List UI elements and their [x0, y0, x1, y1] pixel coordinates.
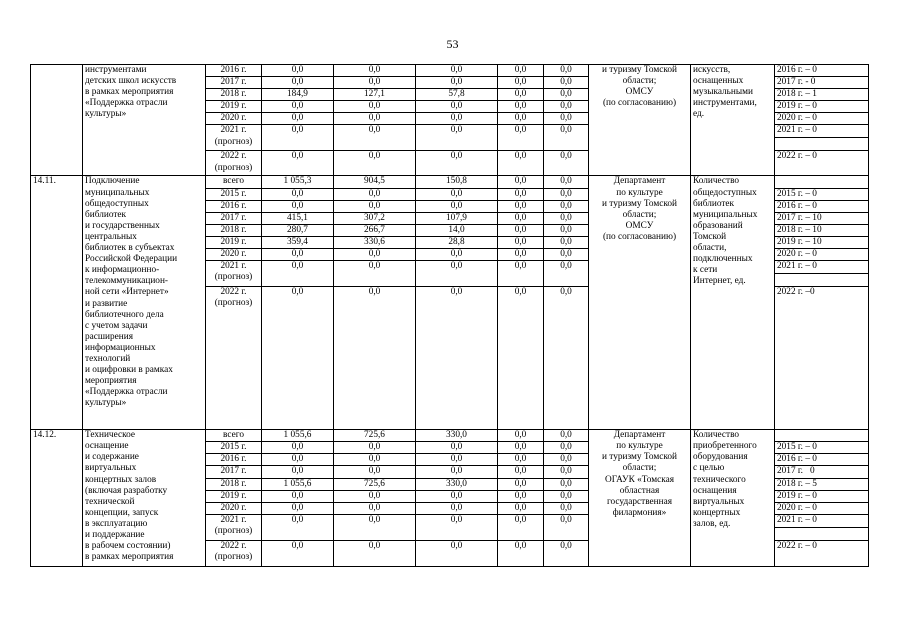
target-cell: 2018 г. – 1	[775, 89, 869, 101]
target-cell: 2016 г. – 0	[775, 454, 869, 466]
value-cell: 0,0	[416, 101, 498, 113]
text-line: к сети	[693, 265, 718, 276]
year-cell: всего	[206, 430, 262, 442]
value-cell: 0,0	[262, 287, 334, 430]
value-cell: 0,0	[544, 176, 589, 188]
value-cell: 28,8	[416, 236, 498, 248]
value-cell: 0,0	[498, 249, 544, 261]
text-line: подключенных	[693, 254, 753, 265]
value-cell: 14,0	[416, 224, 498, 236]
target-cell: 2021 г. – 0	[775, 261, 869, 274]
value-cell: 0,0	[544, 89, 589, 101]
text-line: залов, ед.	[693, 518, 731, 529]
value-cell: 0,0	[416, 65, 498, 77]
text-line: (прогноз)	[214, 162, 253, 173]
target-cell: 2017 г. 0	[775, 466, 869, 478]
year-cell: 2020 г.	[206, 113, 262, 125]
target-cell: 2021 г. – 0	[775, 514, 869, 527]
text-line: 2021 г.	[220, 514, 247, 525]
page-number: 53	[446, 37, 459, 51]
text-line: по культуре	[616, 441, 663, 452]
table-row	[31, 65, 869, 77]
text-line: культуры»	[85, 398, 127, 409]
value-cell: 0,0	[334, 151, 416, 176]
target-cell: 2018 г. – 10	[775, 224, 869, 236]
text-line: муниципальных	[693, 209, 758, 220]
value-cell: 330,6	[334, 236, 416, 248]
text-line: общедоступных	[85, 198, 149, 209]
text-line: Томской	[693, 231, 727, 242]
value-cell: 0,0	[334, 442, 416, 454]
value-cell: 0,0	[334, 65, 416, 77]
value-cell: 0,0	[544, 212, 589, 224]
target-cell: 2017 г. – 10	[775, 212, 869, 224]
value-cell: 0,0	[416, 540, 498, 566]
activity-description	[83, 430, 206, 567]
empty-target-cell	[775, 274, 869, 287]
value-cell: 0,0	[498, 89, 544, 101]
value-cell: 0,0	[262, 151, 334, 176]
value-cell: 0,0	[498, 442, 544, 454]
text-line: Количество	[693, 176, 740, 187]
text-line: ОМСУ	[625, 220, 654, 231]
value-cell: 0,0	[498, 77, 544, 89]
text-line: к информационно-	[85, 265, 160, 276]
value-cell: 0,0	[334, 101, 416, 113]
year-cell	[206, 125, 262, 151]
value-cell: 0,0	[498, 490, 544, 502]
value-cell: 0,0	[416, 442, 498, 454]
year-cell: 2018 г.	[206, 89, 262, 101]
year-cell	[206, 514, 262, 540]
text-line: инструментами,	[693, 98, 757, 109]
value-cell: 0,0	[498, 502, 544, 514]
text-line: и содержание	[85, 452, 139, 463]
target-cell: 2017 г. - 0	[775, 77, 869, 89]
year-cell	[206, 261, 262, 287]
value-cell: 0,0	[334, 188, 416, 200]
target-cell: 2018 г. – 5	[775, 478, 869, 490]
value-cell: 0,0	[262, 249, 334, 261]
value-cell: 0,0	[544, 101, 589, 113]
text-line: (прогноз)	[214, 525, 253, 536]
text-line: концертных	[693, 507, 741, 518]
value-cell: 0,0	[262, 188, 334, 200]
text-line: 2021 г.	[220, 261, 247, 272]
value-cell: 0,0	[334, 454, 416, 466]
text-line: (включая разработку	[85, 485, 168, 496]
text-line: ОМСУ	[625, 87, 654, 98]
year-cell: 2018 г.	[206, 478, 262, 490]
value-cell: 725,6	[334, 430, 416, 442]
year-cell	[206, 151, 262, 176]
value-cell: 0,0	[262, 442, 334, 454]
value-cell: 0,0	[544, 125, 589, 151]
empty-target-cell	[775, 430, 869, 442]
value-cell: 0,0	[262, 466, 334, 478]
table-row	[31, 176, 869, 188]
value-cell: 0,0	[334, 466, 416, 478]
value-cell: 0,0	[544, 77, 589, 89]
value-cell: 266,7	[334, 224, 416, 236]
value-cell: 0,0	[544, 113, 589, 125]
value-cell: 0,0	[498, 514, 544, 540]
text-line: (прогноз)	[214, 551, 253, 562]
value-cell: 0,0	[498, 65, 544, 77]
value-cell: 0,0	[544, 188, 589, 200]
text-line: концепции, запуск	[85, 507, 159, 518]
value-cell: 0,0	[334, 113, 416, 125]
value-cell: 0,0	[498, 540, 544, 566]
value-cell: 0,0	[262, 540, 334, 566]
year-cell: 2016 г.	[206, 65, 262, 77]
text-line: в рамках мероприятия	[85, 552, 174, 563]
value-cell: 0,0	[544, 236, 589, 248]
year-cell	[206, 287, 262, 430]
text-line: технической	[85, 496, 135, 507]
text-line: и поддержание	[85, 529, 145, 540]
text-line: библиотек	[85, 209, 127, 220]
text-line: оснащение	[85, 441, 129, 452]
text-line: государственная	[606, 496, 673, 507]
year-cell: 2018 г.	[206, 224, 262, 236]
value-cell: 1 055,6	[262, 478, 334, 490]
text-line: Интернет, ед.	[693, 276, 746, 287]
program-table	[30, 64, 869, 567]
value-cell: 0,0	[416, 151, 498, 176]
value-cell: 0,0	[498, 151, 544, 176]
value-cell: 0,0	[416, 454, 498, 466]
text-line: (прогноз)	[214, 298, 253, 309]
text-line: музыкальными	[693, 87, 753, 98]
text-line: «Поддержка отрасли	[85, 98, 168, 109]
row-number-cell: 14.11.	[31, 176, 83, 430]
empty-target-cell	[775, 176, 869, 188]
year-cell: 2017 г.	[206, 212, 262, 224]
activity-description	[83, 176, 206, 430]
text-line: в рабочем состоянии)	[85, 541, 171, 552]
text-line: технологий	[85, 353, 131, 364]
value-cell: 0,0	[498, 101, 544, 113]
year-cell: 2015 г.	[206, 188, 262, 200]
value-cell: 0,0	[544, 466, 589, 478]
text-line: в рамках мероприятия	[85, 87, 174, 98]
year-cell: всего	[206, 176, 262, 188]
target-cell: 2020 г. – 0	[775, 249, 869, 261]
year-cell: 2015 г.	[206, 442, 262, 454]
value-cell: 0,0	[498, 200, 544, 212]
value-cell: 0,0	[416, 287, 498, 430]
target-cell: 2020 г. – 0	[775, 113, 869, 125]
row-number-cell: 14.12.	[31, 430, 83, 567]
value-cell: 0,0	[544, 200, 589, 212]
value-cell: 0,0	[544, 430, 589, 442]
text-line: по культуре	[616, 187, 663, 198]
text-line: (прогноз)	[214, 136, 253, 147]
text-line: мероприятия	[85, 376, 137, 387]
value-cell: 0,0	[416, 249, 498, 261]
text-line: оборудования	[693, 452, 748, 463]
text-line: муниципальных	[85, 187, 150, 198]
indicator-description	[691, 430, 775, 567]
value-cell: 307,2	[334, 212, 416, 224]
value-cell: 0,0	[416, 261, 498, 287]
text-line: образований	[693, 220, 743, 231]
value-cell: 330,0	[416, 478, 498, 490]
indicator-description	[691, 65, 775, 176]
text-line: оснащения	[693, 485, 737, 496]
text-line: Подключение	[85, 176, 140, 187]
year-cell: 2019 г.	[206, 236, 262, 248]
value-cell: 0,0	[498, 430, 544, 442]
row-number-cell	[31, 65, 83, 176]
text-line: в эксплуатацию	[85, 518, 148, 529]
text-line: оснащенных	[693, 76, 744, 87]
value-cell: 57,8	[416, 89, 498, 101]
text-line: и развитие	[85, 298, 128, 309]
value-cell: 0,0	[498, 188, 544, 200]
text-line: и туризму Томской	[601, 198, 678, 209]
value-cell: 0,0	[262, 502, 334, 514]
value-cell: 904,5	[334, 176, 416, 188]
text-line: Техническое	[85, 430, 136, 441]
text-line: 2022 г.	[220, 151, 247, 162]
text-line: 2021 г.	[220, 125, 247, 136]
text-line: виртуальных	[85, 463, 137, 474]
text-line: концертных залов	[85, 474, 157, 485]
responsible-party	[589, 176, 691, 430]
text-line: с учетом задачи	[85, 320, 148, 331]
text-line: области,	[693, 243, 727, 254]
text-line: Департамент	[613, 176, 666, 187]
text-line: виртуальных	[693, 496, 745, 507]
table-row	[31, 430, 869, 442]
value-cell: 127,1	[334, 89, 416, 101]
value-cell: 0,0	[416, 514, 498, 540]
value-cell: 0,0	[544, 490, 589, 502]
text-line: (по согласованию)	[602, 231, 677, 242]
value-cell: 0,0	[544, 151, 589, 176]
target-cell: 2019 г. – 0	[775, 490, 869, 502]
value-cell: 415,1	[262, 212, 334, 224]
value-cell: 0,0	[334, 514, 416, 540]
value-cell: 0,0	[262, 101, 334, 113]
value-cell: 0,0	[498, 287, 544, 430]
text-line: Департамент	[613, 430, 666, 441]
target-cell: 2022 г. – 0	[775, 151, 869, 176]
text-line: библиотек	[693, 198, 735, 209]
value-cell: 0,0	[544, 478, 589, 490]
value-cell: 0,0	[262, 200, 334, 212]
text-line: телекоммуникацион-	[85, 276, 169, 287]
value-cell: 280,7	[262, 224, 334, 236]
value-cell: 0,0	[262, 65, 334, 77]
target-cell: 2022 г. –0	[775, 287, 869, 430]
value-cell: 0,0	[416, 113, 498, 125]
value-cell: 150,8	[416, 176, 498, 188]
target-cell: 2019 г. – 10	[775, 236, 869, 248]
value-cell: 0,0	[334, 261, 416, 287]
value-cell: 0,0	[498, 261, 544, 287]
text-line: приобретенного	[693, 441, 757, 452]
year-cell: 2016 г.	[206, 454, 262, 466]
value-cell: 0,0	[416, 125, 498, 151]
year-cell: 2020 г.	[206, 502, 262, 514]
value-cell: 0,0	[498, 212, 544, 224]
text-line: культуры»	[85, 109, 127, 120]
value-cell: 0,0	[334, 249, 416, 261]
text-line: с целью	[693, 463, 725, 474]
value-cell: 0,0	[334, 490, 416, 502]
value-cell: 0,0	[498, 113, 544, 125]
value-cell: 0,0	[544, 287, 589, 430]
value-cell: 0,0	[416, 77, 498, 89]
value-cell: 0,0	[262, 113, 334, 125]
year-cell: 2017 г.	[206, 466, 262, 478]
target-cell: 2020 г. – 0	[775, 502, 869, 514]
value-cell: 0,0	[416, 200, 498, 212]
value-cell: 0,0	[334, 77, 416, 89]
empty-target-cell	[775, 527, 869, 540]
target-cell: 2015 г. – 0	[775, 442, 869, 454]
value-cell: 107,9	[416, 212, 498, 224]
text-line: центральных	[85, 231, 137, 242]
target-cell: 2016 г. – 0	[775, 65, 869, 77]
text-line: и туризму Томской	[601, 452, 678, 463]
text-line: филармония»	[612, 507, 667, 518]
empty-target-cell	[775, 138, 869, 151]
table-body	[31, 65, 869, 567]
value-cell: 0,0	[544, 514, 589, 540]
text-line: 2022 г.	[220, 540, 247, 551]
activity-description	[83, 65, 206, 176]
value-cell: 330,0	[416, 430, 498, 442]
value-cell: 0,0	[416, 466, 498, 478]
value-cell: 0,0	[262, 514, 334, 540]
target-cell: 2015 г. – 0	[775, 188, 869, 200]
value-cell: 0,0	[416, 188, 498, 200]
year-cell: 2019 г.	[206, 101, 262, 113]
text-line: области;	[622, 209, 657, 220]
value-cell: 0,0	[416, 502, 498, 514]
text-line: Количество	[693, 430, 740, 441]
value-cell: 0,0	[544, 65, 589, 77]
year-cell: 2019 г.	[206, 490, 262, 502]
target-cell: 2019 г. – 0	[775, 101, 869, 113]
text-line: ной сети «Интернет»	[85, 287, 169, 298]
text-line: ОГАУК «Томская	[605, 474, 674, 485]
text-line: области;	[622, 76, 657, 87]
responsible-party	[589, 430, 691, 567]
value-cell: 0,0	[544, 502, 589, 514]
value-cell: 0,0	[262, 490, 334, 502]
text-line: области;	[622, 463, 657, 474]
text-line: детских школ искусств	[85, 76, 177, 87]
target-cell: 2021 г. – 0	[775, 125, 869, 138]
value-cell: 0,0	[334, 502, 416, 514]
text-line: (по согласованию)	[602, 98, 677, 109]
value-cell: 0,0	[262, 454, 334, 466]
value-cell: 1 055,3	[262, 176, 334, 188]
text-line: и оцифровки в рамках	[85, 365, 173, 376]
value-cell: 0,0	[544, 454, 589, 466]
value-cell: 0,0	[544, 249, 589, 261]
text-line: информационных	[85, 342, 156, 353]
value-cell: 0,0	[498, 125, 544, 151]
value-cell: 725,6	[334, 478, 416, 490]
value-cell: 0,0	[498, 236, 544, 248]
text-line: областная	[619, 485, 660, 496]
responsible-party	[589, 65, 691, 176]
value-cell: 184,9	[262, 89, 334, 101]
value-cell: 0,0	[334, 287, 416, 430]
value-cell: 1 055,6	[262, 430, 334, 442]
text-line: и государственных	[85, 220, 160, 231]
value-cell: 0,0	[498, 466, 544, 478]
value-cell: 0,0	[544, 224, 589, 236]
year-cell: 2016 г.	[206, 200, 262, 212]
text-line: библиотечного дела	[85, 309, 164, 320]
year-cell	[206, 540, 262, 566]
value-cell: 0,0	[498, 478, 544, 490]
text-line: ед.	[693, 109, 705, 120]
text-line: общедоступных	[693, 187, 757, 198]
value-cell: 359,4	[262, 236, 334, 248]
value-cell: 0,0	[544, 261, 589, 287]
value-cell: 0,0	[498, 454, 544, 466]
text-line: библиотек в субъектах	[85, 243, 175, 254]
value-cell: 0,0	[498, 176, 544, 188]
text-line: Российской Федерации	[85, 254, 178, 265]
text-line: инструментами	[85, 65, 147, 75]
value-cell: 0,0	[498, 224, 544, 236]
value-cell: 0,0	[262, 261, 334, 287]
indicator-description	[691, 176, 775, 430]
text-line: «Поддержка отрасли	[85, 387, 168, 398]
value-cell: 0,0	[416, 490, 498, 502]
year-cell: 2017 г.	[206, 77, 262, 89]
text-line: искусств,	[693, 65, 731, 75]
target-cell: 2022 г. – 0	[775, 540, 869, 566]
value-cell: 0,0	[262, 125, 334, 151]
text-line: 2022 г.	[220, 287, 247, 298]
text-line: (прогноз)	[214, 272, 253, 283]
value-cell: 0,0	[262, 77, 334, 89]
value-cell: 0,0	[334, 125, 416, 151]
value-cell: 0,0	[544, 540, 589, 566]
value-cell: 0,0	[334, 200, 416, 212]
target-cell: 2016 г. – 0	[775, 200, 869, 212]
value-cell: 0,0	[334, 540, 416, 566]
text-line: технического	[693, 474, 746, 485]
text-line: и туризму Томской	[601, 65, 678, 75]
text-line: расширения	[85, 331, 134, 342]
year-cell: 2020 г.	[206, 249, 262, 261]
value-cell: 0,0	[544, 442, 589, 454]
